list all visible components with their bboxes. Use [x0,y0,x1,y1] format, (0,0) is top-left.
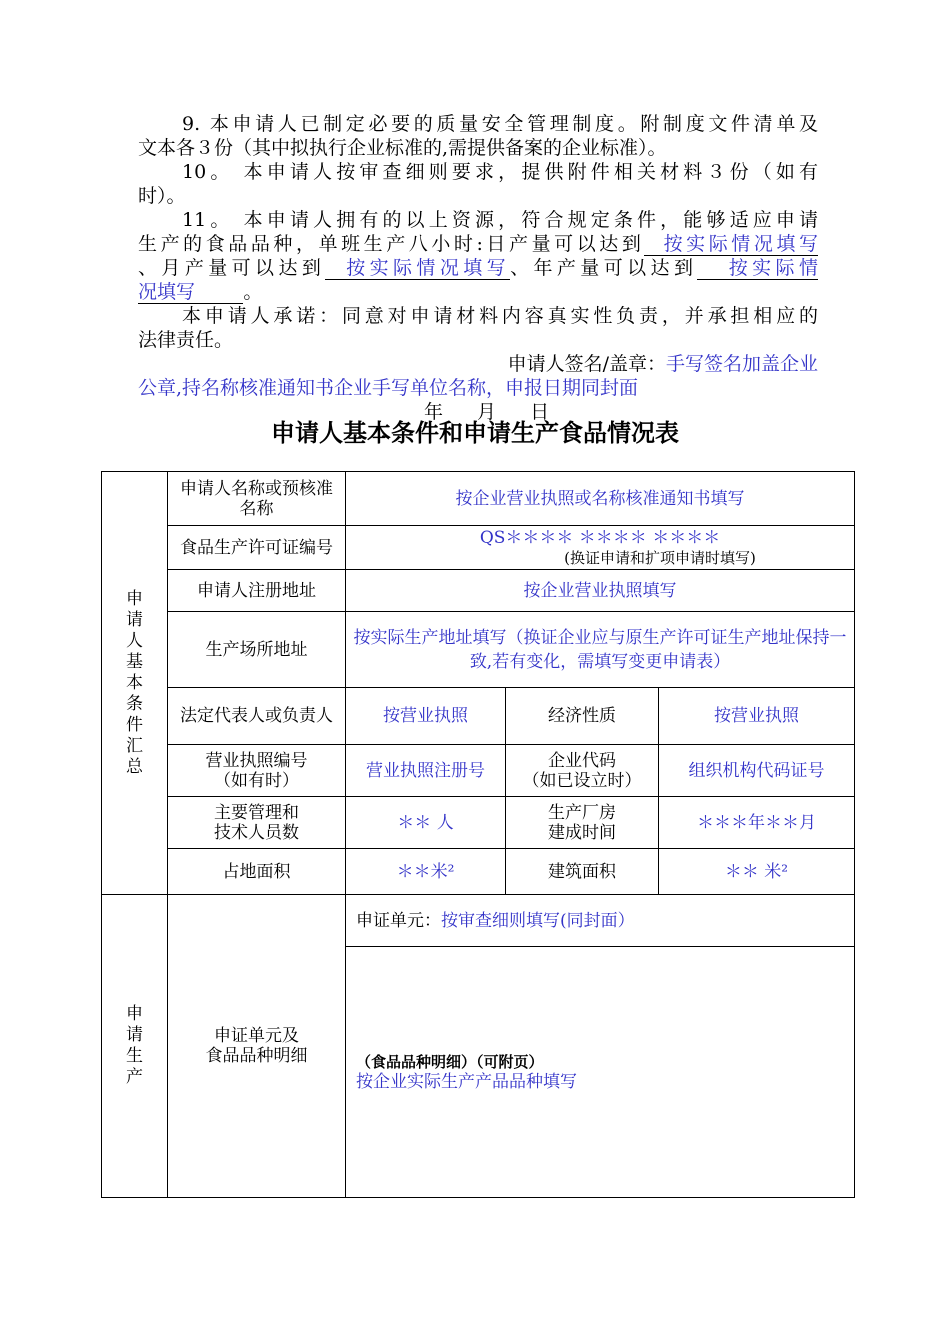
production-site-label: 生产场所地址 [168,612,346,688]
org-code-field[interactable]: 组织机构代码证号 [659,745,855,797]
signature-field-cont[interactable]: 公章,持名称核准通知书企业手写单位名称，申报日期同封面 [138,377,639,399]
plant-built-time-field[interactable]: ＊＊＊年＊＊月 [659,797,855,849]
clause-10-line-2: 时）。 [138,185,186,207]
applicant-info-table [101,471,855,1198]
business-license-label: 营业执照编号 （如有时） [168,745,346,797]
building-area-label: 建筑面积 [506,849,659,895]
clause-9-line-1: 9. 本申请人已制定必要的质量安全管理制度。附制度文件清单及 [182,113,818,135]
land-area-label: 占地面积 [168,849,346,895]
building-area-field[interactable]: ＊＊ 米² [659,849,855,895]
pledge-line-2: 法律责任。 [138,329,234,351]
clause-11-line-4: 况填写 。 [138,281,263,303]
plant-built-time-label: 生产厂房 建成时间 [506,797,659,849]
unit-detail-label: 申证单元及 食品品种明细 [168,895,346,1198]
legal-rep-field[interactable]: 按营业执照 [346,688,506,745]
yearly-output-field-cont[interactable]: 况填写 [138,281,196,303]
daily-output-field[interactable]: 按实际情况填写 [644,233,818,255]
date-line: 年 月 日 [424,401,550,423]
legal-rep-label: 法定代表人或负责人 [168,688,346,745]
clause-11-line-1: 11。 本申请人拥有的以上资源，符合规定条件，能够适应申请 [182,209,818,231]
land-area-field[interactable]: ＊＊米² [346,849,506,895]
signature-line: 申请人签名/盖章：手写签名加盖企业 [507,353,818,375]
cert-unit-row: 申证单元：按审查细则填写(同封面） [346,895,855,947]
applicant-name-label: 申请人名称或预核准名称 [168,472,346,526]
cert-unit-field[interactable]: 按审查细则填写(同封面） [441,910,635,931]
economic-nature-field[interactable]: 按营业执照 [659,688,855,745]
table-title: 申请人基本条件和申请生产食品情况表 [271,419,679,447]
clause-11-line-3: 、月产量可以达到 按实际情况填写、年产量可以达到 按实际情 [138,257,818,279]
food-varieties-field[interactable]: （食品品种明细）（可附页） 按企业实际生产产品品种填写 [346,947,855,1198]
applicant-name-field[interactable]: 按企业营业执照或名称核准通知书填写 [346,472,855,526]
clause-11-line-2: 生产的食品品种，单班生产八小时:日产量可以达到 按实际情况填写 [138,233,818,255]
org-code-label: 企业代码 （如已设立时） [506,745,659,797]
yearly-output-field[interactable]: 按实际情 [697,257,818,279]
clause-9-line-2: 文本各３份（其中拟执行企业标准的,需提供备案的企业标准）。 [138,137,667,159]
registered-address-field[interactable]: 按企业营业执照填写 [346,570,855,612]
license-number-field[interactable]: QS＊＊＊＊ ＊＊＊＊ ＊＊＊＊ (换证申请和扩项申请时填写) [346,526,855,570]
license-number-label: 食品生产许可证编号 [168,526,346,570]
monthly-output-field[interactable]: 按实际情况填写 [325,257,511,279]
pledge-line-1: 本申请人承诺：同意对申请材料内容真实性负责，并承担相应的 [182,305,818,327]
clause-10-line-1: 10。 本申请人按审查细则要求，提供附件相关材料３份（如有 [182,161,818,183]
declaration-text [138,112,818,424]
signature-field[interactable]: 手写签名加盖企业 [665,353,818,375]
staff-count-field[interactable]: ＊＊ 人 [346,797,506,849]
economic-nature-label: 经济性质 [506,688,659,745]
production-site-field[interactable]: 按实际生产地址填写（换证企业应与原生产许可证生产地址保持一致,若有变化，需填写变更申请表） [346,612,855,688]
section-apply-production: 申 请 生 产 [102,895,168,1198]
registered-address-label: 申请人注册地址 [168,570,346,612]
section-basic-conditions: 申 请 人 基 本 条 件 汇 总 [102,472,168,895]
business-license-field[interactable]: 营业执照注册号 [346,745,506,797]
staff-count-label: 主要管理和 技术人员数 [168,797,346,849]
